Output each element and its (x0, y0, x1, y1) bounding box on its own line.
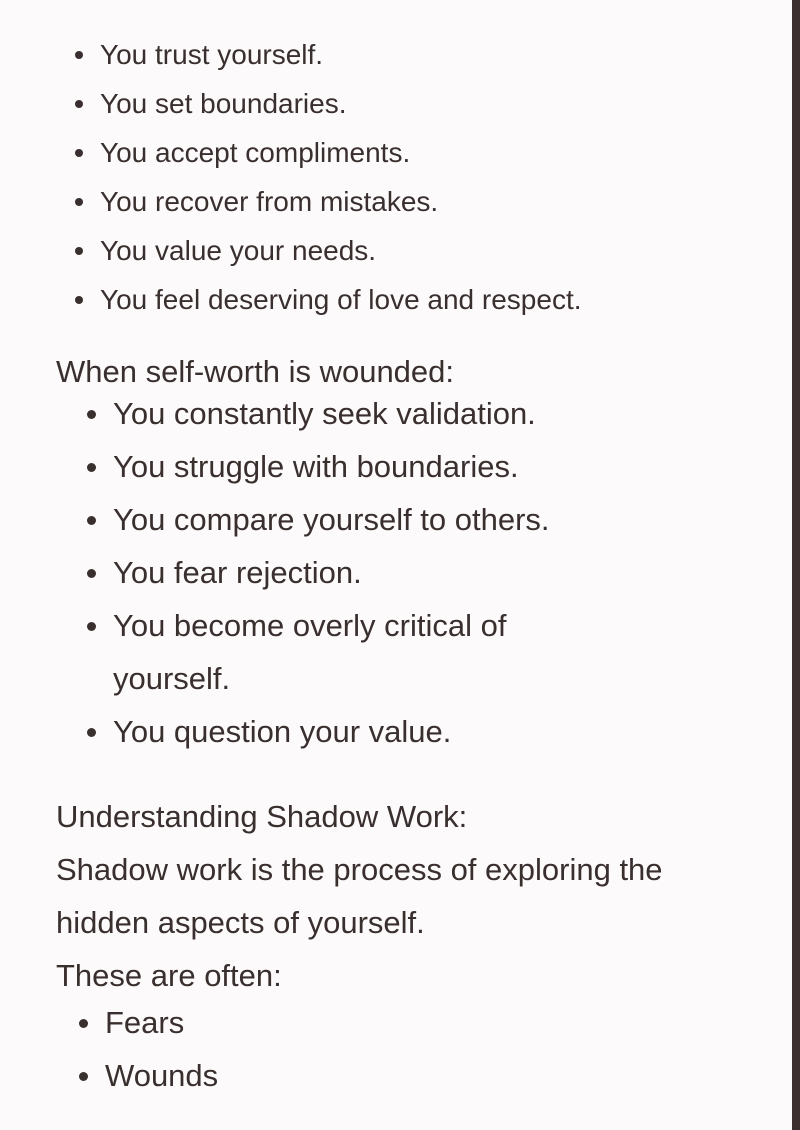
these-are-often-label: These are often: (56, 958, 282, 993)
list-item: Wounds (105, 1049, 218, 1102)
list-item: You recover from mistakes. (100, 177, 582, 226)
hidden-aspects-list (105, 996, 218, 1102)
list-item: You compare yourself to others. (113, 493, 563, 546)
shadow-work-paragraph: Shadow work is the process of exploring the hidden aspects of yourself. (56, 852, 663, 940)
list-item: You question your value. (113, 705, 563, 758)
list-item: Fears (105, 996, 218, 1049)
wounded-self-worth-list (113, 387, 563, 758)
healthy-self-worth-list (100, 30, 582, 324)
list-item: You fear rejection. (113, 546, 563, 599)
shadow-work-heading: Understanding Shadow Work: (56, 799, 468, 834)
list-item: You accept compliments. (100, 128, 582, 177)
list-item: You feel deserving of love and respect. (100, 275, 582, 324)
list-item: You value your needs. (100, 226, 582, 275)
list-item: You set boundaries. (100, 79, 582, 128)
list-item: You constantly seek validation. (113, 387, 563, 440)
list-item: You become overly critical of yourself. (113, 599, 563, 705)
list-item: You trust yourself. (100, 30, 582, 79)
wounded-heading: When self-worth is wounded: (56, 354, 455, 389)
list-item: You struggle with boundaries. (113, 440, 563, 493)
right-edge-rule (792, 0, 800, 1130)
